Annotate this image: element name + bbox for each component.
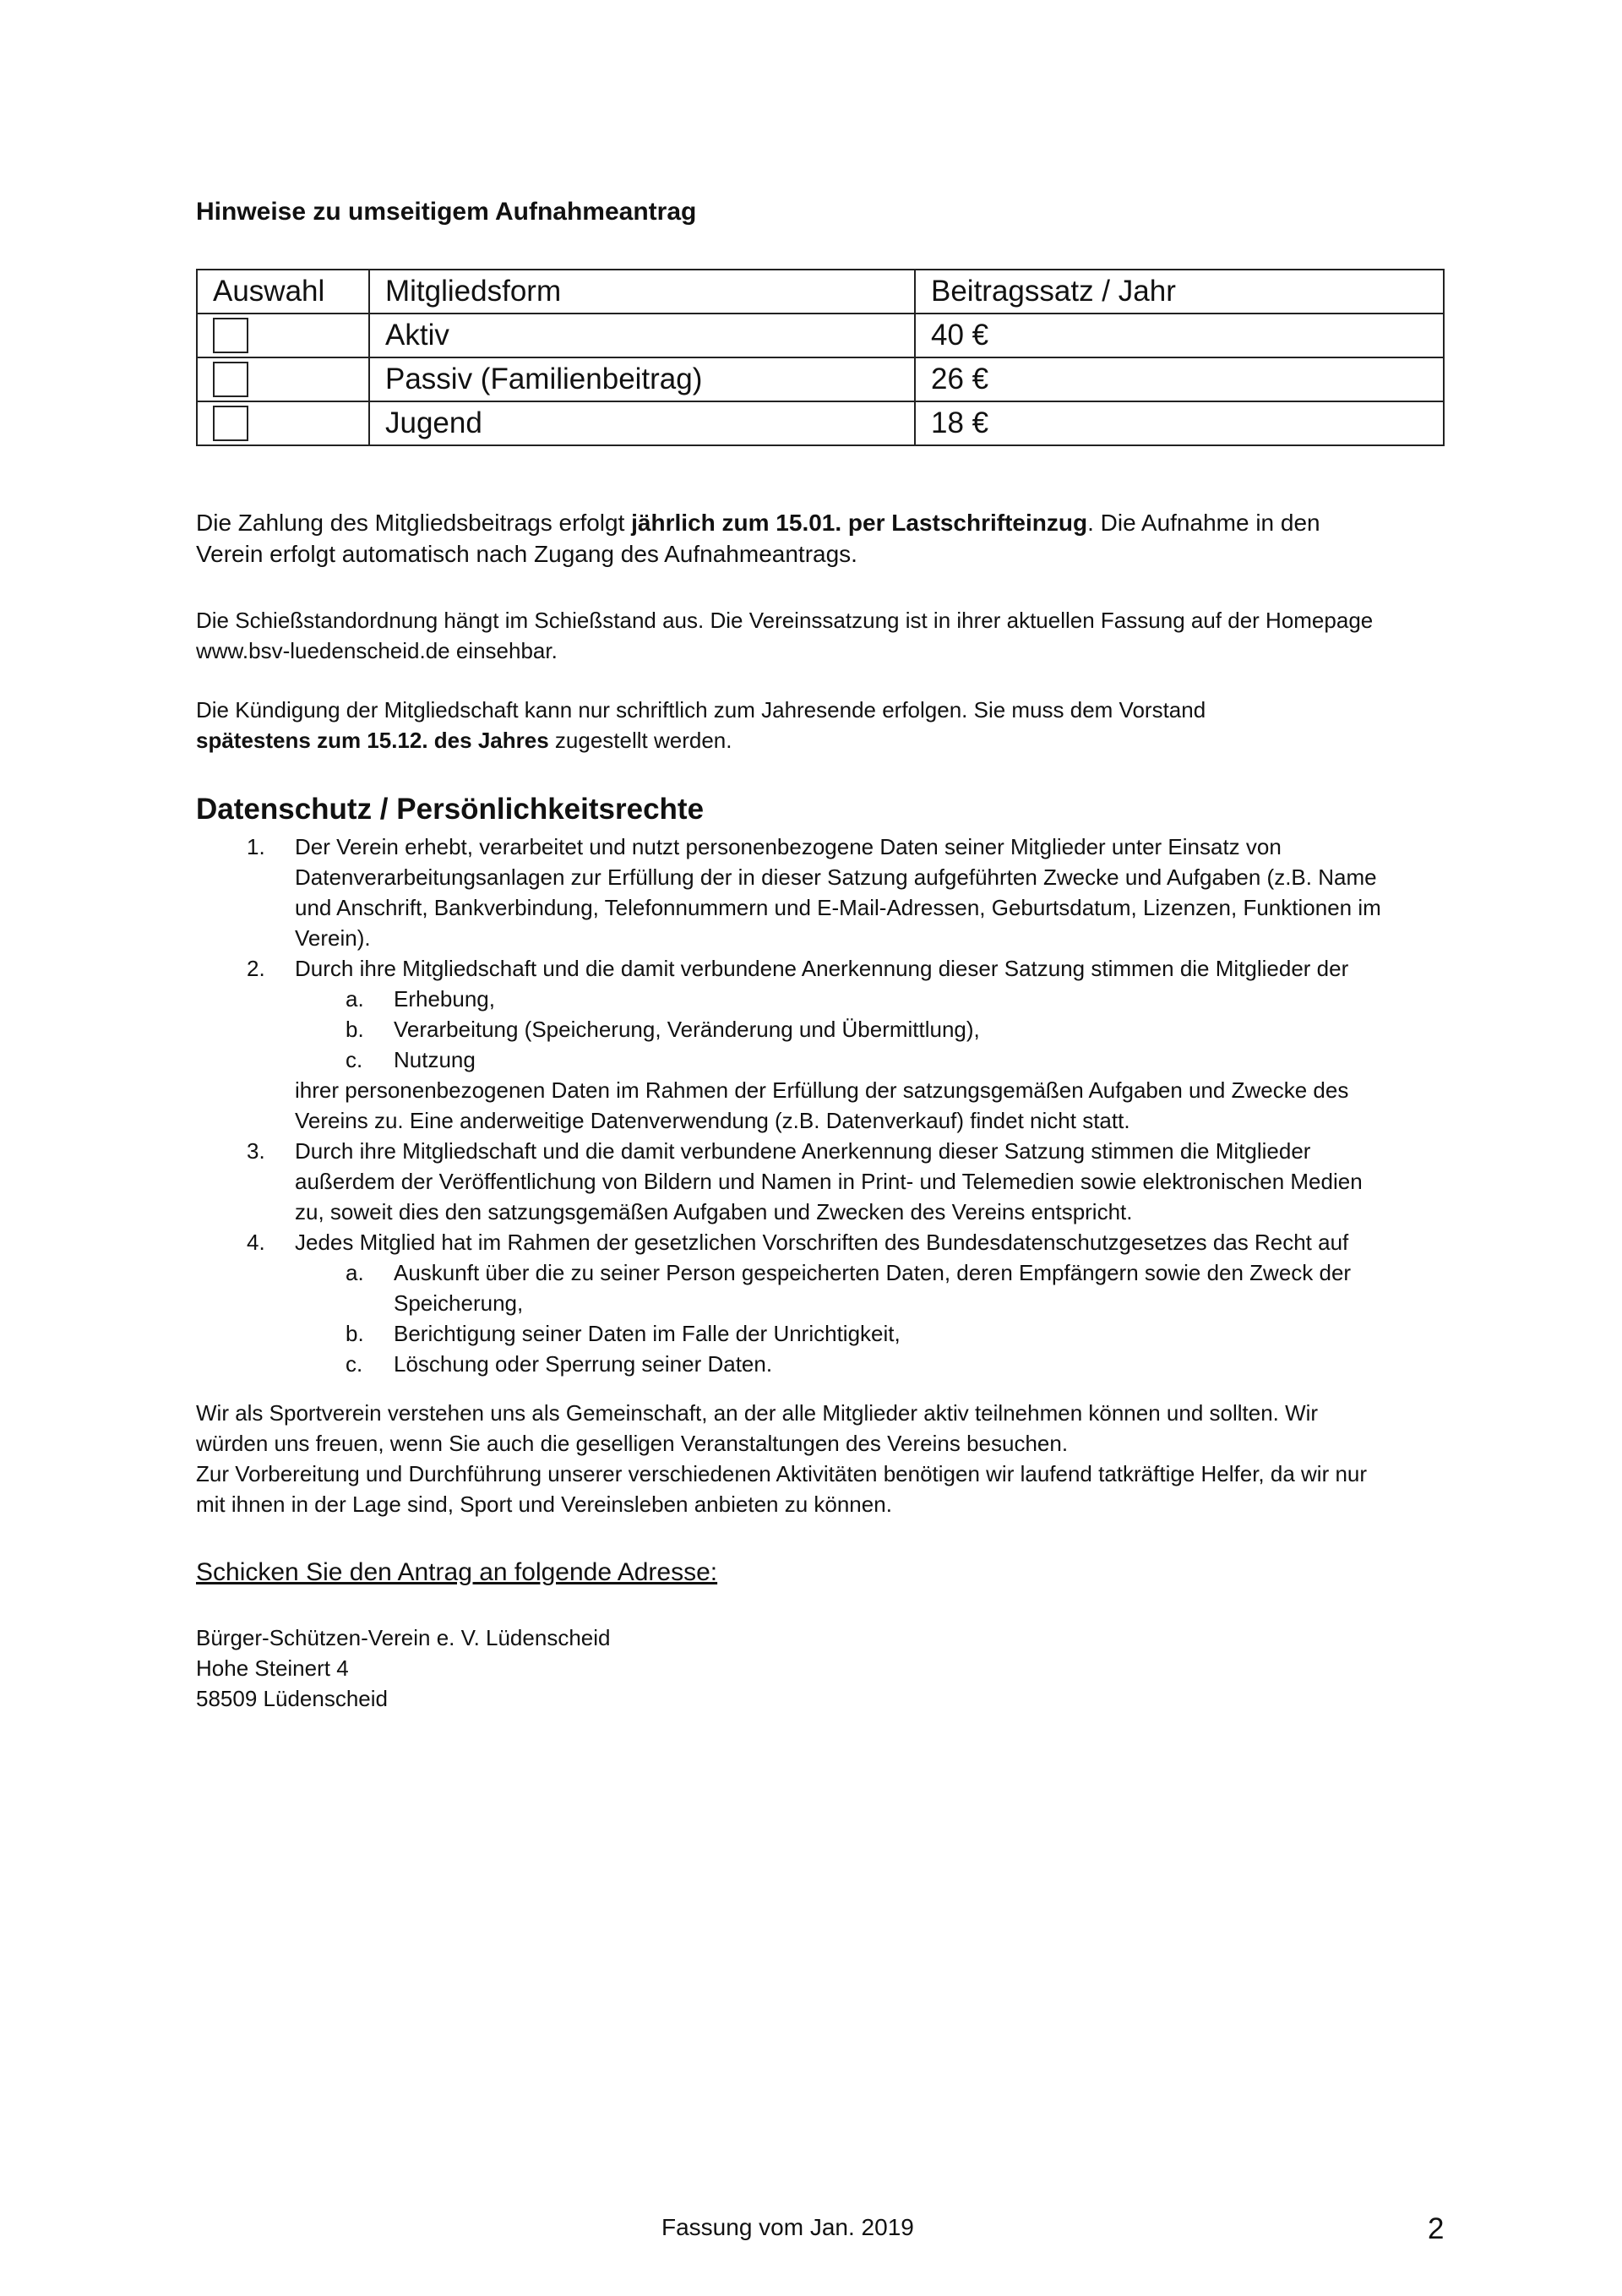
payment-paragraph — [196, 507, 1446, 570]
community-text: Zur Vorbereitung und Durchführung unserer verschiedenen Aktivitäten benötigen wir laufend tatkräftige Helfer, da wir nur — [196, 1461, 1368, 1486]
homepage-link[interactable]: www.bsv-luedenscheid.de — [196, 638, 450, 663]
fee-cell: 40 € — [915, 314, 1444, 357]
list-item-text: Jedes Mitglied hat im Rahmen der gesetzlichen Vorschriften des Bundesdatenschutzgesetzes das Recht auf — [295, 1230, 1349, 1255]
fee-cell: 26 € — [915, 357, 1444, 401]
membership-form-cell: Aktiv — [369, 314, 915, 357]
sub-list-text: Verarbeitung (Speicherung, Veränderung und Übermittlung), — [394, 1017, 980, 1042]
sub-list — [295, 984, 1446, 1075]
sub-list-text: Auskunft über die zu seiner Person gespeicherten Daten, deren Empfängern sowie den Zweck der — [394, 1260, 1352, 1285]
list-item-text: ihrer personenbezogenen Daten im Rahmen der Erfüllung der satzungsgemäßen Aufgaben und Zwecke des — [295, 1077, 1349, 1103]
list-item-text: Durch ihre Mitgliedschaft und die damit verbundene Anerkennung dieser Satzung stimmen die Mitglieder — [295, 1138, 1311, 1164]
table-row — [197, 401, 1444, 445]
community-text: Wir als Sportverein verstehen uns als Gemeinschaft, an der alle Mitglieder aktiv teilnehmen können und sollten. Wir — [196, 1400, 1319, 1426]
privacy-heading: Datenschutz / Persönlichkeitsrechte — [196, 793, 705, 826]
sub-list-letter: c. — [346, 1351, 363, 1377]
sub-list-letter: a. — [346, 1260, 364, 1285]
membership-form-cell: Jugend — [369, 401, 915, 445]
sub-list — [295, 1257, 1446, 1379]
sub-list-item — [295, 1257, 1446, 1318]
table-row — [197, 314, 1444, 357]
column-header-membership-form: Mitgliedsform — [369, 270, 915, 314]
privacy-list — [196, 832, 1446, 1379]
sub-list-item — [295, 984, 1446, 1014]
sub-list-text: Erhebung, — [394, 986, 495, 1012]
sub-list-text: Speicherung, — [394, 1290, 524, 1316]
list-item-text: zu, soweit dies den satzungsgemäßen Aufgaben und Zwecken des Vereins entspricht. — [295, 1199, 1133, 1224]
list-item-number: 3. — [247, 1138, 265, 1164]
list-item-number: 1. — [247, 834, 265, 859]
sub-list-letter: a. — [346, 986, 364, 1012]
sub-list-letter: b. — [346, 1017, 364, 1042]
membership-fee-table — [196, 269, 1445, 446]
rules-text-rest: einsehbar. — [449, 638, 558, 663]
list-item-text: Datenverarbeitungsanlagen zur Erfüllung der in dieser Satzung aufgeführten Zwecke und Aufgaben (z.B. Name — [295, 864, 1377, 890]
sub-list-letter: b. — [346, 1321, 364, 1346]
list-item-text: Vereins zu. Eine anderweitige Datenverwendung (z.B. Datenverkauf) findet nicht statt. — [295, 1108, 1130, 1133]
list-item-number: 2. — [247, 956, 265, 981]
sub-list-item — [295, 1349, 1446, 1379]
cancellation-text-line1: Die Kündigung der Mitgliedschaft kann nur schriftlich zum Jahresende erfolgen. Sie muss dem Vorstand — [196, 697, 1206, 723]
checkbox-jugend[interactable] — [213, 406, 248, 441]
cancellation-paragraph — [196, 695, 1446, 755]
community-text: mit ihnen in der Lage sind, Sport und Vereinsleben anbieten zu können. — [196, 1492, 892, 1517]
list-item — [196, 1136, 1446, 1227]
address-line: 58509 Lüdenscheid — [196, 1686, 388, 1711]
payment-deadline: jährlich zum 15.01. per Lastschrifteinzug — [631, 510, 1088, 536]
payment-text-b: . Die Aufnahme in den — [1087, 510, 1320, 536]
page-number: 2 — [1428, 2212, 1445, 2245]
sub-list-text: Löschung oder Sperrung seiner Daten. — [394, 1351, 773, 1377]
list-item — [196, 953, 1446, 1136]
list-item-text: Der Verein erhebt, verarbeitet und nutzt personenbezogene Daten seiner Mitglieder unter Einsatz von — [295, 834, 1282, 859]
payment-text-a: Die Zahlung des Mitgliedsbeitrags erfolgt — [196, 510, 632, 536]
sub-list-text: Nutzung — [394, 1047, 476, 1072]
table-row — [197, 357, 1444, 401]
table-header-row — [197, 270, 1444, 314]
rules-text-line1: Die Schießstandordnung hängt im Schießstand aus. Die Vereinssatzung ist in ihrer aktuellen Fassung auf der Homepage — [196, 608, 1374, 633]
sub-list-item — [295, 1318, 1446, 1349]
sub-list-letter: c. — [346, 1047, 363, 1072]
fee-cell: 18 € — [915, 401, 1444, 445]
list-item-text: Durch ihre Mitgliedschaft und die damit verbundene Anerkennung dieser Satzung stimmen die Mitglieder der — [295, 956, 1349, 981]
footer-version: Fassung vom Jan. 2019 — [661, 2214, 914, 2240]
selection-cell — [197, 314, 369, 357]
selection-cell — [197, 401, 369, 445]
list-item-number: 4. — [247, 1230, 265, 1255]
sub-list-text: Berichtigung seiner Daten im Falle der Unrichtigkeit, — [394, 1321, 901, 1346]
checkbox-aktiv[interactable] — [213, 318, 248, 353]
payment-text-line2: Verein erfolgt automatisch nach Zugang des Aufnahmeantrags. — [196, 541, 857, 567]
membership-form-cell: Passiv (Familienbeitrag) — [369, 357, 915, 401]
rules-paragraph — [196, 605, 1446, 666]
community-paragraph — [196, 1398, 1446, 1519]
sub-list-item — [295, 1044, 1446, 1075]
page-title: Hinweise zu umseitigem Aufnahmeantrag — [196, 198, 697, 226]
list-item-text: Verein). — [295, 925, 371, 951]
selection-cell — [197, 357, 369, 401]
list-item-text: außerdem der Veröffentlichung von Bildern und Namen in Print- und Telemedien sowie elektronischen Medien — [295, 1169, 1363, 1194]
cancellation-text-rest: zugestellt werden. — [548, 728, 732, 753]
list-item-text: und Anschrift, Bankverbindung, Telefonnummern und E-Mail-Adressen, Geburtsdatum, Lizenzen, Funktionen im — [295, 895, 1381, 920]
column-header-selection: Auswahl — [197, 270, 369, 314]
cancellation-deadline: spätestens zum 15.12. des Jahres — [196, 728, 549, 753]
column-header-annual-fee: Beitragssatz / Jahr — [915, 270, 1444, 314]
address-heading: Schicken Sie den Antrag an folgende Adresse: — [196, 1558, 718, 1586]
community-text: würden uns freuen, wenn Sie auch die geselligen Veranstaltungen des Vereins besuchen. — [196, 1431, 1069, 1456]
sub-list-item — [295, 1014, 1446, 1044]
list-item — [196, 832, 1446, 953]
postal-address — [196, 1622, 610, 1714]
address-line: Hohe Steinert 4 — [196, 1655, 349, 1681]
address-line: Bürger-Schützen-Verein e. V. Lüdenscheid — [196, 1625, 611, 1650]
list-item — [196, 1227, 1446, 1379]
checkbox-passiv[interactable] — [213, 362, 248, 397]
